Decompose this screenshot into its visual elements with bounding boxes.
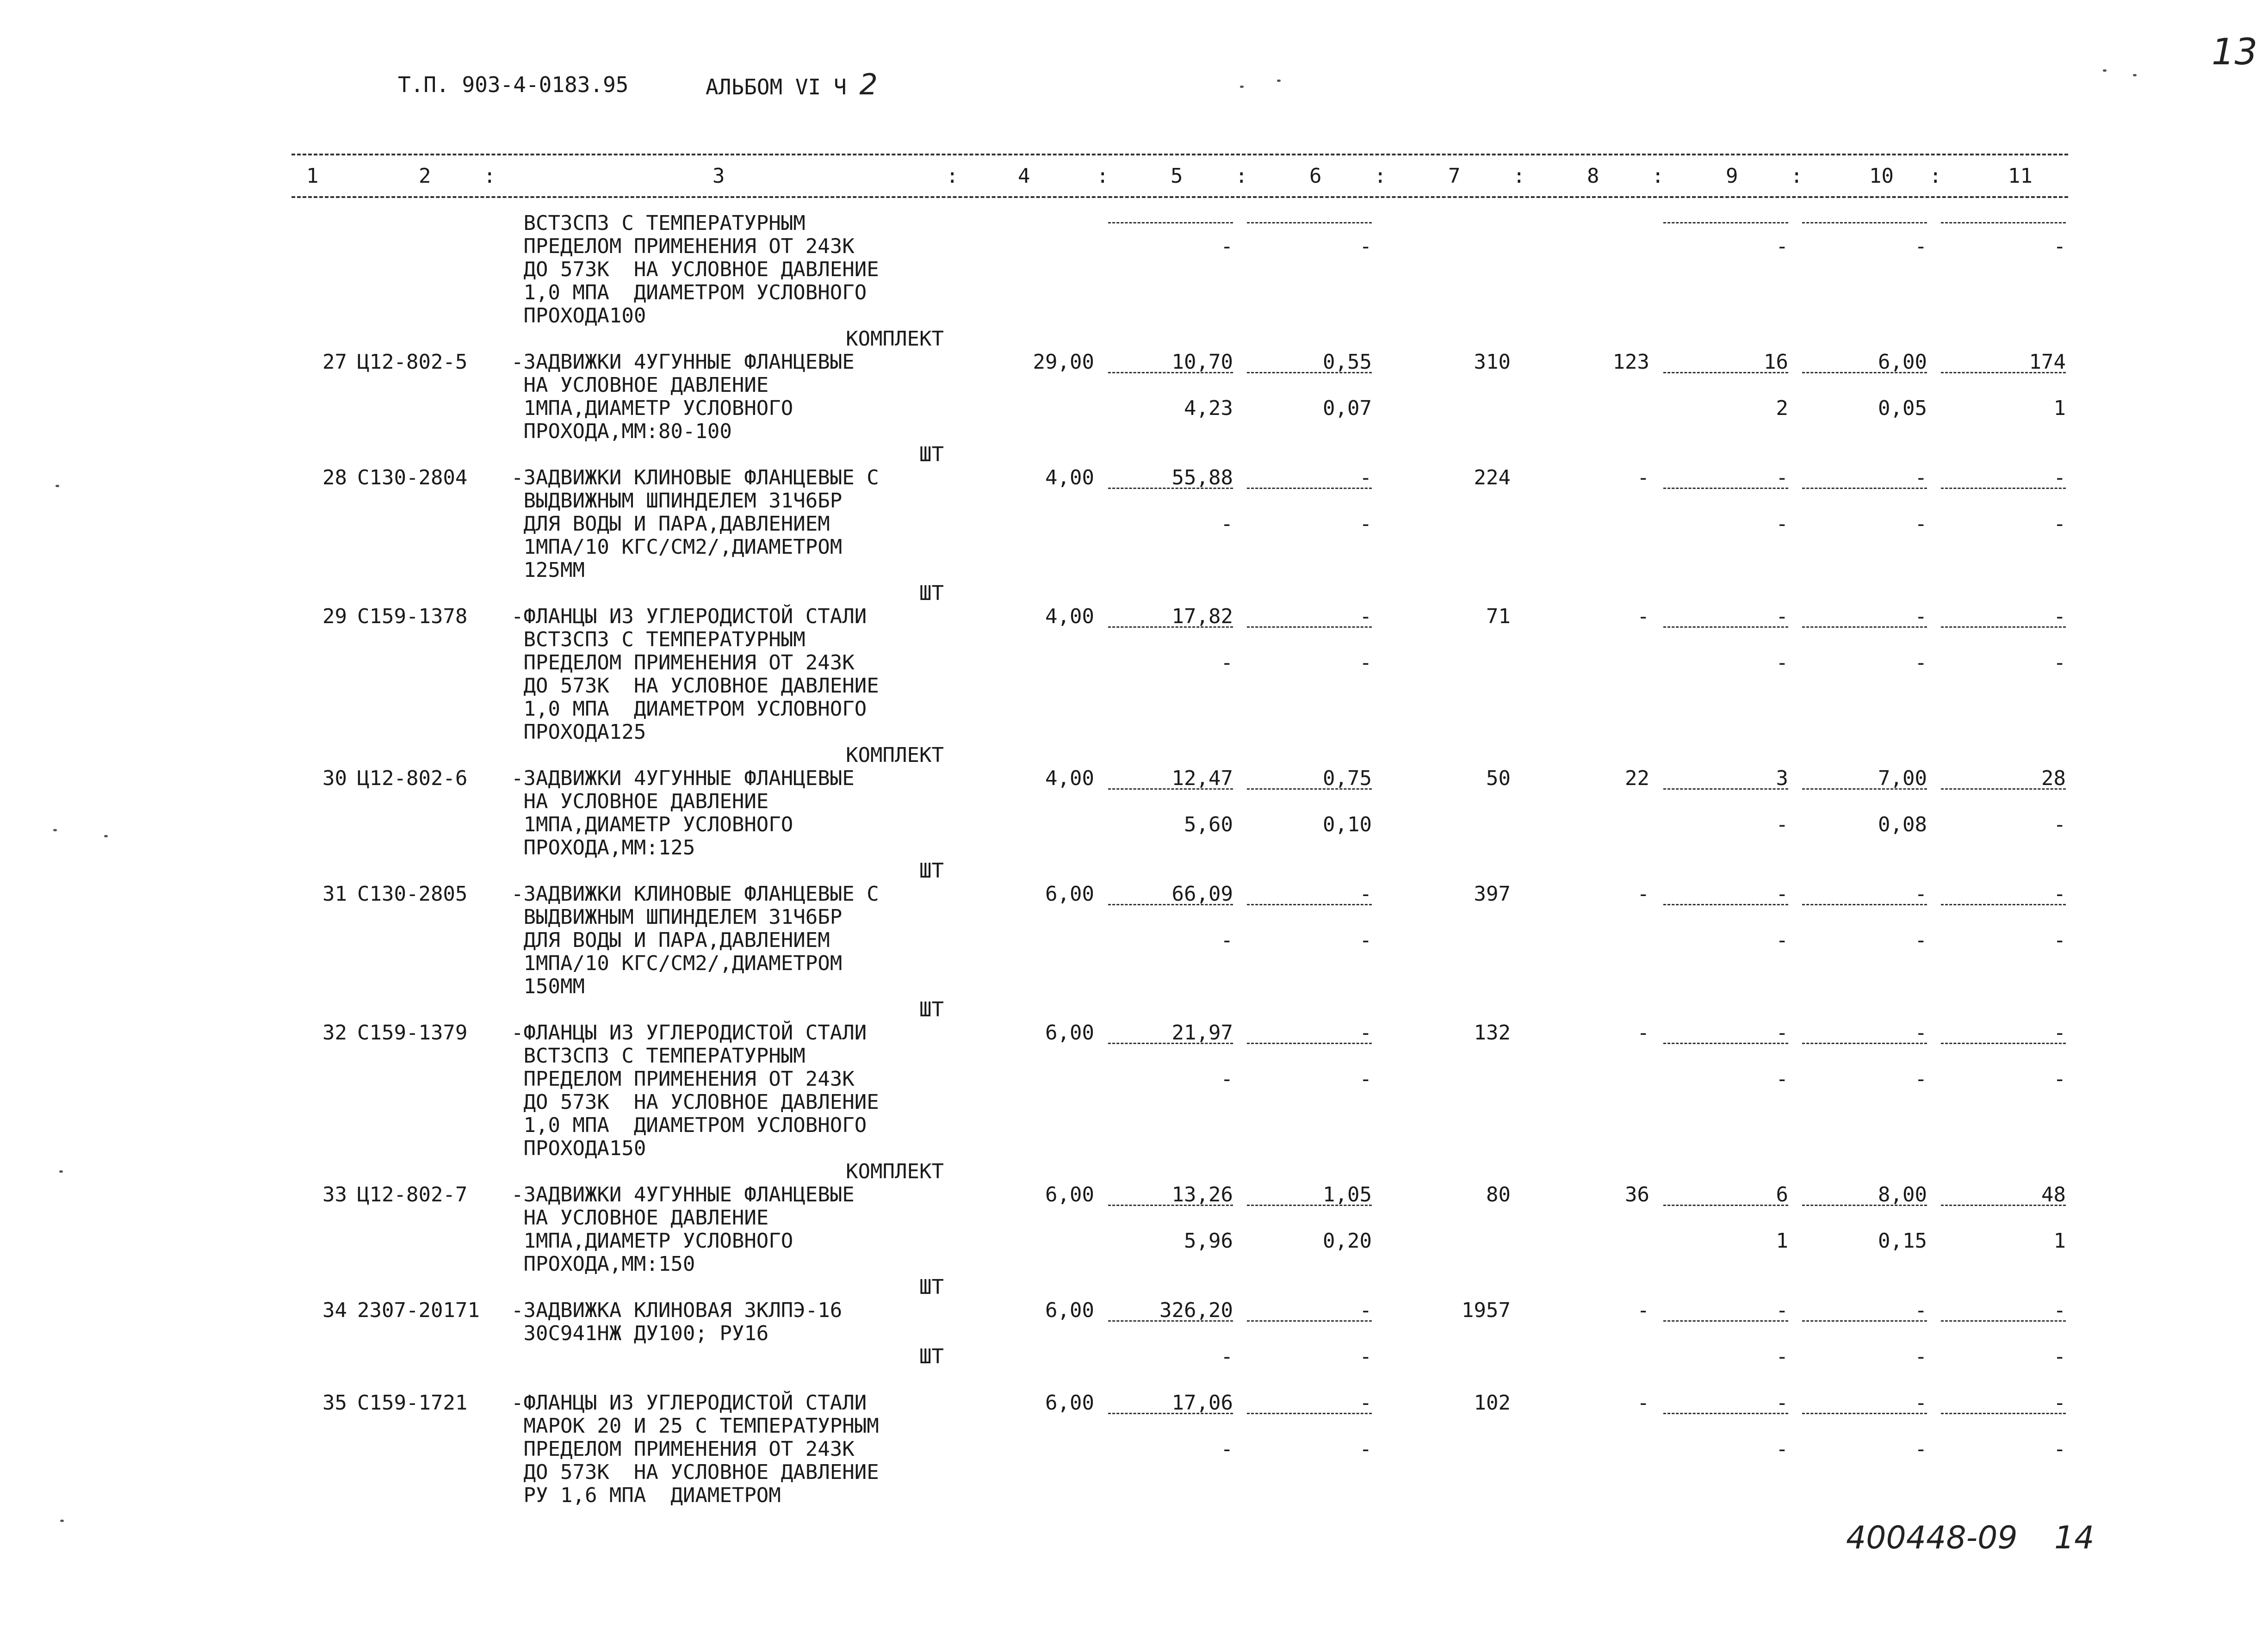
dashed-rule (1663, 1413, 1788, 1414)
dashed-rule (1108, 372, 1233, 373)
cell-c5-sub: - (1221, 928, 1233, 952)
row-description-line: ПРЕДЕЛОМ ПРИМЕНЕНИЯ ОТ 243К (511, 651, 855, 674)
column-separator: : (1374, 164, 1387, 188)
dashed-rule (1108, 1043, 1233, 1044)
dashed-rule (1802, 1320, 1927, 1322)
cell-c7: 80 (1486, 1183, 1511, 1206)
row-description-line: 1МПА/10 КГС/СМ2/,ДИАМЕТРОМ (511, 535, 843, 559)
cell-c9-sub: 2 (1776, 396, 1788, 420)
column-header-c5: 5 (1171, 164, 1183, 188)
cell-c10-sub: 0,15 (1878, 1229, 1927, 1253)
unit-label: КОМПЛЕКТ (846, 1160, 944, 1183)
row-number: 29 (322, 605, 347, 628)
row-description-line: -ЗАДВИЖКИ 4УГУННЫЕ ФЛАНЦЕВЫЕ (511, 350, 855, 374)
scan-speck (2103, 69, 2107, 72)
continuation-description-line: 1,0 МПА ДИАМЕТРОМ УСЛОВНОГО (511, 281, 867, 304)
column-header-c1: 1 (306, 164, 319, 188)
cell-c11-sub: - (2053, 651, 2066, 674)
cell-c10: 6,00 (1878, 350, 1927, 374)
cell-c4: 6,00 (1045, 1183, 1094, 1206)
cell-c6: 0,55 (1323, 350, 1372, 374)
row-description-line: 1МПА/10 КГС/СМ2/,ДИАМЕТРОМ (511, 952, 843, 975)
dashed-rule (1247, 1043, 1372, 1044)
row-description-line: ПРОХОДА,ММ:80-100 (511, 420, 732, 443)
cell-c6-sub: 0,20 (1323, 1229, 1372, 1253)
cell-c4: 4,00 (1045, 767, 1094, 790)
row-number: 28 (322, 466, 347, 489)
cell-c8: - (1637, 605, 1649, 628)
cell-c9: 3 (1776, 767, 1788, 790)
dashed-rule (1802, 488, 1927, 489)
cell-c11-sub: 1 (2053, 396, 2066, 420)
row-description-line: -ФЛАНЦЫ ИЗ УГЛЕРОДИСТОЙ СТАЛИ (511, 605, 867, 628)
row-description-line: ДО 573К НА УСЛОВНОЕ ДАВЛЕНИЕ (511, 674, 879, 698)
cell-c5-sub: 5,60 (1184, 813, 1233, 836)
cell-c10: - (1915, 882, 1927, 906)
cell-c4: 29,00 (1033, 350, 1094, 374)
row-number: 34 (322, 1299, 347, 1322)
row-description-line: 1,0 МПА ДИАМЕТРОМ УСЛОВНОГО (511, 1113, 867, 1137)
cell-c11-sub: - (2053, 813, 2066, 836)
album-text: АЛЬБОМ VI Ч (706, 74, 847, 99)
dashed-rule (1663, 904, 1788, 905)
cell-c7: 310 (1474, 350, 1511, 374)
cell-c5-sub: 5,96 (1184, 1229, 1233, 1253)
column-header-c7: 7 (1448, 164, 1461, 188)
cell-c5-sub: - (1221, 1067, 1233, 1091)
cell-c11: - (2053, 466, 2066, 489)
row-code: С130-2805 (357, 882, 468, 906)
cell-c6: - (1359, 605, 1372, 628)
dashed-rule (1247, 904, 1372, 905)
dashed-rule (1108, 788, 1233, 790)
dashed-rule (1802, 222, 1927, 223)
cell-c10: - (1915, 1021, 1927, 1045)
cell-c9: - (1776, 882, 1788, 906)
scan-speck (53, 829, 57, 831)
dashed-rule (1941, 488, 2066, 489)
cell-c11-sub: - (2053, 1437, 2066, 1461)
cell-c9-sub: - (1776, 651, 1788, 674)
row-number: 27 (322, 350, 347, 374)
dashed-rule (1663, 1043, 1788, 1044)
cell-c5: 66,09 (1171, 882, 1233, 906)
row-number: 31 (322, 882, 347, 906)
continuation-description-line: ВСТЗСПЗ С ТЕМПЕРАТУРНЫМ (511, 211, 806, 235)
cell-col10-sub: - (1915, 235, 1927, 258)
row-description-line: 30С941НЖ ДУ100; РУ16 (511, 1322, 769, 1345)
cell-c7: 132 (1474, 1021, 1511, 1045)
cell-c6: - (1359, 1391, 1372, 1415)
column-header-c3: 3 (713, 164, 725, 188)
unit-label: ШТ (919, 1345, 944, 1368)
cell-c11-sub: - (2053, 1345, 2066, 1368)
unit-label: КОМПЛЕКТ (846, 327, 944, 351)
row-description-line: ПРОХОДА125 (511, 720, 646, 744)
dashed-rule (1247, 626, 1372, 628)
row-description-line: -ЗАДВИЖКА КЛИНОВАЯ ЗКЛПЭ-16 (511, 1299, 843, 1322)
cell-c6-sub: 0,10 (1323, 813, 1372, 836)
row-code: 2307-20171 (357, 1299, 480, 1322)
scan-speck (2133, 74, 2137, 76)
cell-c10-sub: 0,08 (1878, 813, 1927, 836)
dashed-rule (1247, 488, 1372, 489)
cell-c6: - (1359, 1299, 1372, 1322)
document-title: Т.П. 903-4-0183.95 (398, 72, 629, 97)
row-description-line: ВСТЗСПЗ С ТЕМПЕРАТУРНЫМ (511, 1044, 806, 1068)
scan-speck (60, 1520, 64, 1522)
unit-label: КОМПЛЕКТ (846, 743, 944, 767)
scan-speck (1277, 80, 1281, 82)
dashed-rule (1247, 1413, 1372, 1414)
dashed-rule (1108, 1205, 1233, 1206)
row-description-line: -ФЛАНЦЫ ИЗ УГЛЕРОДИСТОЙ СТАЛИ (511, 1021, 867, 1045)
cell-c10: - (1915, 1299, 1927, 1322)
row-description-line: ПРЕДЕЛОМ ПРИМЕНЕНИЯ ОТ 243К (511, 1437, 855, 1461)
cell-c11-sub: - (2053, 928, 2066, 952)
unit-label: ШТ (919, 581, 944, 605)
dashed-rule (1802, 1413, 1927, 1414)
cell-c5-sub: - (1221, 1437, 1233, 1461)
dashed-rule (1941, 904, 2066, 905)
cell-c8: 36 (1625, 1183, 1649, 1206)
column-separator: : (1097, 164, 1109, 188)
row-number: 33 (322, 1183, 347, 1206)
row-description-line: ПРОХОДА150 (511, 1137, 646, 1160)
unit-label: ШТ (919, 859, 944, 883)
cell-c5-sub: 4,23 (1184, 396, 1233, 420)
row-description-line: -ФЛАНЦЫ ИЗ УГЛЕРОДИСТОЙ СТАЛИ (511, 1391, 867, 1415)
cell-c9-sub: - (1776, 1067, 1788, 1091)
scan-speck (104, 835, 108, 837)
cell-c7: 1957 (1462, 1299, 1511, 1322)
dashed-rule (1108, 626, 1233, 628)
cell-c8: - (1637, 466, 1649, 489)
dashed-rule (1663, 1320, 1788, 1322)
cell-c8: - (1637, 1299, 1649, 1322)
dashed-rule (1802, 904, 1927, 905)
cell-c5-sub: - (1221, 1345, 1233, 1368)
dashed-rule (1663, 626, 1788, 628)
dashed-rule (1941, 626, 2066, 628)
dashed-rule (1108, 488, 1233, 489)
cell-c11-sub: 1 (2053, 1229, 2066, 1253)
cell-c9-sub: - (1776, 1345, 1788, 1368)
cell-c11: - (2053, 882, 2066, 906)
row-description-line: -ЗАДВИЖКИ КЛИНОВЫЕ ФЛАНЦЕВЫЕ С (511, 466, 879, 489)
cell-c10-sub: - (1915, 1437, 1927, 1461)
dashed-rule (1108, 222, 1233, 223)
dashed-rule (1941, 1413, 2066, 1414)
cell-c5: 326,20 (1159, 1299, 1233, 1322)
dashed-rule (1663, 222, 1788, 223)
unit-label: ШТ (919, 998, 944, 1021)
dashed-rule (1941, 788, 2066, 790)
row-description-line: НА УСЛОВНОЕ ДАВЛЕНИЕ (511, 1206, 769, 1230)
cell-c5: 21,97 (1171, 1021, 1233, 1045)
cell-c4: 6,00 (1045, 1021, 1094, 1045)
cell-c9: - (1776, 1021, 1788, 1045)
cell-c10-sub: 0,05 (1878, 396, 1927, 420)
dashed-rule (1941, 372, 2066, 373)
column-header-c8: 8 (1587, 164, 1599, 188)
cell-c11: - (2053, 1021, 2066, 1045)
cell-c9: - (1776, 466, 1788, 489)
cell-c6: - (1359, 466, 1372, 489)
dashed-rule (1108, 1413, 1233, 1414)
dashed-rule (1108, 904, 1233, 905)
dashed-rule (1663, 372, 1788, 373)
dashed-rule (1802, 1043, 1927, 1044)
cell-c9: - (1776, 1299, 1788, 1322)
cell-c5-sub: - (1221, 651, 1233, 674)
column-separator: : (1235, 164, 1248, 188)
row-description-line: НА УСЛОВНОЕ ДАВЛЕНИЕ (511, 373, 769, 397)
row-code: С159-1721 (357, 1391, 468, 1415)
cell-c11: - (2053, 605, 2066, 628)
dashed-rule (1663, 788, 1788, 790)
column-header-c4: 4 (1018, 164, 1030, 188)
cell-c6-sub: - (1359, 1345, 1372, 1368)
cell-c9-sub: - (1776, 1437, 1788, 1461)
row-description-line: -ЗАДВИЖКИ КЛИНОВЫЕ ФЛАНЦЕВЫЕ С (511, 882, 879, 906)
cell-c6-sub: - (1359, 1067, 1372, 1091)
row-code: С159-1378 (357, 605, 468, 628)
row-description-line: ДЛЯ ВОДЫ И ПАРА,ДАВЛЕНИЕМ (511, 928, 830, 952)
continuation-description-line: ДО 573К НА УСЛОВНОЕ ДАВЛЕНИЕ (511, 258, 879, 281)
cell-c6: - (1359, 882, 1372, 906)
row-description-line: ДЛЯ ВОДЫ И ПАРА,ДАВЛЕНИЕМ (511, 512, 830, 536)
unit-label: ШТ (919, 443, 944, 466)
row-description-line: ПРОХОДА,ММ:150 (511, 1252, 695, 1276)
cell-c4: 4,00 (1045, 605, 1094, 628)
column-header-c10: 10 (1869, 164, 1894, 188)
cell-c6: 0,75 (1323, 767, 1372, 790)
dashed-rule (1247, 222, 1372, 223)
cell-c11: 28 (2041, 767, 2066, 790)
unit-label: ШТ (919, 1275, 944, 1299)
column-header-c6: 6 (1309, 164, 1322, 188)
dashed-rule (1941, 1205, 2066, 1206)
column-separator: : (1929, 164, 1942, 188)
cell-col6-sub: - (1359, 235, 1372, 258)
row-description-line: -ЗАДВИЖКИ 4УГУННЫЕ ФЛАНЦЕВЫЕ (511, 1183, 855, 1206)
cell-c11: - (2053, 1391, 2066, 1415)
dashed-rule (1802, 626, 1927, 628)
cell-c6-sub: - (1359, 512, 1372, 536)
cell-c9-sub: 1 (1776, 1229, 1788, 1253)
row-description-line: 125ММ (511, 558, 585, 582)
album-label (706, 68, 878, 101)
cell-c6-sub: - (1359, 1437, 1372, 1461)
cell-c5: 17,82 (1171, 605, 1233, 628)
cell-c10: - (1915, 1391, 1927, 1415)
cell-c11: - (2053, 1299, 2066, 1322)
row-code: Ц12-802-6 (357, 767, 468, 790)
column-separator: : (1513, 164, 1525, 188)
cell-c5: 13,26 (1171, 1183, 1233, 1206)
cell-c9: 16 (1764, 350, 1788, 374)
row-description-line: ДО 573К НА УСЛОВНОЕ ДАВЛЕНИЕ (511, 1460, 879, 1484)
row-description-line: ВСТЗСПЗ С ТЕМПЕРАТУРНЫМ (511, 628, 806, 651)
cell-c5: 55,88 (1171, 466, 1233, 489)
cell-c6: - (1359, 1021, 1372, 1045)
dashed-rule (1247, 788, 1372, 790)
cell-c10-sub: - (1915, 512, 1927, 536)
table-top-rule (291, 154, 2068, 155)
row-description-line: 1МПА,ДИАМЕТР УСЛОВНОГО (511, 1229, 793, 1253)
cell-c10: - (1915, 466, 1927, 489)
dashed-rule (1941, 1320, 2066, 1322)
cell-c10: 7,00 (1878, 767, 1927, 790)
cell-c6-sub: - (1359, 651, 1372, 674)
header-bottom-rule (291, 196, 2068, 198)
row-number: 30 (322, 767, 347, 790)
row-description-line: МАРОК 20 И 25 С ТЕМПЕРАТУРНЫМ (511, 1414, 879, 1438)
cell-c9: - (1776, 1391, 1788, 1415)
cell-c6-sub: - (1359, 928, 1372, 952)
row-number: 32 (322, 1021, 347, 1045)
dashed-rule (1663, 1205, 1788, 1206)
row-description-line: 1МПА,ДИАМЕТР УСЛОВНОГО (511, 813, 793, 836)
row-number: 35 (322, 1391, 347, 1415)
row-description-line: ДО 573К НА УСЛОВНОЕ ДАВЛЕНИЕ (511, 1090, 879, 1114)
row-description-line: 1,0 МПА ДИАМЕТРОМ УСЛОВНОГО (511, 697, 867, 721)
footer-document-code: 400448-09 (1846, 1520, 2018, 1556)
cell-c6-sub: 0,07 (1323, 396, 1372, 420)
cell-c8: 123 (1612, 350, 1649, 374)
cell-c7: 71 (1486, 605, 1511, 628)
cell-c5: 17,06 (1171, 1391, 1233, 1415)
row-description-line: 1МПА,ДИАМЕТР УСЛОВНОГО (511, 396, 793, 420)
dashed-rule (1663, 488, 1788, 489)
column-separator: : (483, 164, 496, 188)
row-code: Ц12-802-5 (357, 350, 468, 374)
footer-page-number: 14 (2054, 1520, 2094, 1556)
dashed-rule (1108, 1320, 1233, 1322)
column-header-c11: 11 (2008, 164, 2033, 188)
cell-c11: 48 (2041, 1183, 2066, 1206)
cell-c5-sub: - (1221, 512, 1233, 536)
row-description-line: ВЫДВИЖНЫМ ШПИНДЕЛЕМ 31Ч6БР (511, 905, 843, 929)
row-description-line: -ЗАДВИЖКИ 4УГУННЫЕ ФЛАНЦЕВЫЕ (511, 767, 855, 790)
cell-c7: 224 (1474, 466, 1511, 489)
row-code: С159-1379 (357, 1021, 468, 1045)
cell-c4: 6,00 (1045, 1391, 1094, 1415)
cell-c7: 102 (1474, 1391, 1511, 1415)
dashed-rule (1941, 222, 2066, 223)
cell-c9-sub: - (1776, 813, 1788, 836)
row-code: С130-2804 (357, 466, 468, 489)
cell-c8: 22 (1625, 767, 1649, 790)
cell-c9-sub: - (1776, 928, 1788, 952)
corner-page-number: 13 (2212, 31, 2258, 73)
cell-c8: - (1637, 1391, 1649, 1415)
dashed-rule (1802, 372, 1927, 373)
scan-speck (56, 485, 59, 487)
cell-c9: - (1776, 605, 1788, 628)
cell-c11-sub: - (2053, 512, 2066, 536)
dashed-rule (1247, 372, 1372, 373)
row-description-line: ПРЕДЕЛОМ ПРИМЕНЕНИЯ ОТ 243К (511, 1067, 855, 1091)
column-separator: : (946, 164, 959, 188)
cell-c10-sub: - (1915, 1345, 1927, 1368)
scan-speck (1240, 86, 1244, 88)
cell-col5-sub: - (1221, 235, 1233, 258)
cell-col9-sub: - (1776, 235, 1788, 258)
dashed-rule (1802, 788, 1927, 790)
cell-c6: 1,05 (1323, 1183, 1372, 1206)
cell-c10-sub: - (1915, 1067, 1927, 1091)
cell-c4: 6,00 (1045, 1299, 1094, 1322)
cell-c8: - (1637, 1021, 1649, 1045)
row-description-line: РУ 1,6 МПА ДИАМЕТРОМ (511, 1484, 781, 1507)
cell-c5: 10,70 (1171, 350, 1233, 374)
scan-speck (59, 1170, 63, 1173)
continuation-description-line: ПРОХОДА100 (511, 304, 646, 328)
cell-col11-sub: - (2053, 235, 2066, 258)
cell-c4: 4,00 (1045, 466, 1094, 489)
cell-c10: - (1915, 605, 1927, 628)
column-separator: : (1791, 164, 1803, 188)
cell-c8: - (1637, 882, 1649, 906)
cell-c9: 6 (1776, 1183, 1788, 1206)
row-description-line: ВЫДВИЖНЫМ ШПИНДЕЛЕМ 31Ч6БР (511, 489, 843, 513)
dashed-rule (1247, 1320, 1372, 1322)
cell-c7: 397 (1474, 882, 1511, 906)
cell-c11-sub: - (2053, 1067, 2066, 1091)
cell-c4: 6,00 (1045, 882, 1094, 906)
dashed-rule (1941, 1043, 2066, 1044)
row-code: Ц12-802-7 (357, 1183, 468, 1206)
cell-c11: 174 (2029, 350, 2066, 374)
cell-c10: 8,00 (1878, 1183, 1927, 1206)
row-description-line: НА УСЛОВНОЕ ДАВЛЕНИЕ (511, 790, 769, 813)
column-header-c9: 9 (1726, 164, 1738, 188)
continuation-description-line: ПРЕДЕЛОМ ПРИМЕНЕНИЯ ОТ 243К (511, 235, 855, 258)
cell-c5: 12,47 (1171, 767, 1233, 790)
row-description-line: 150ММ (511, 975, 585, 998)
dashed-rule (1247, 1205, 1372, 1206)
cell-c10-sub: - (1915, 928, 1927, 952)
dashed-rule (1802, 1205, 1927, 1206)
row-description-line: ПРОХОДА,ММ:125 (511, 836, 695, 860)
column-separator: : (1652, 164, 1664, 188)
cell-c9-sub: - (1776, 512, 1788, 536)
cell-c7: 50 (1486, 767, 1511, 790)
album-part: 2 (859, 68, 878, 101)
column-header-c2: 2 (419, 164, 431, 188)
cell-c10-sub: - (1915, 651, 1927, 674)
